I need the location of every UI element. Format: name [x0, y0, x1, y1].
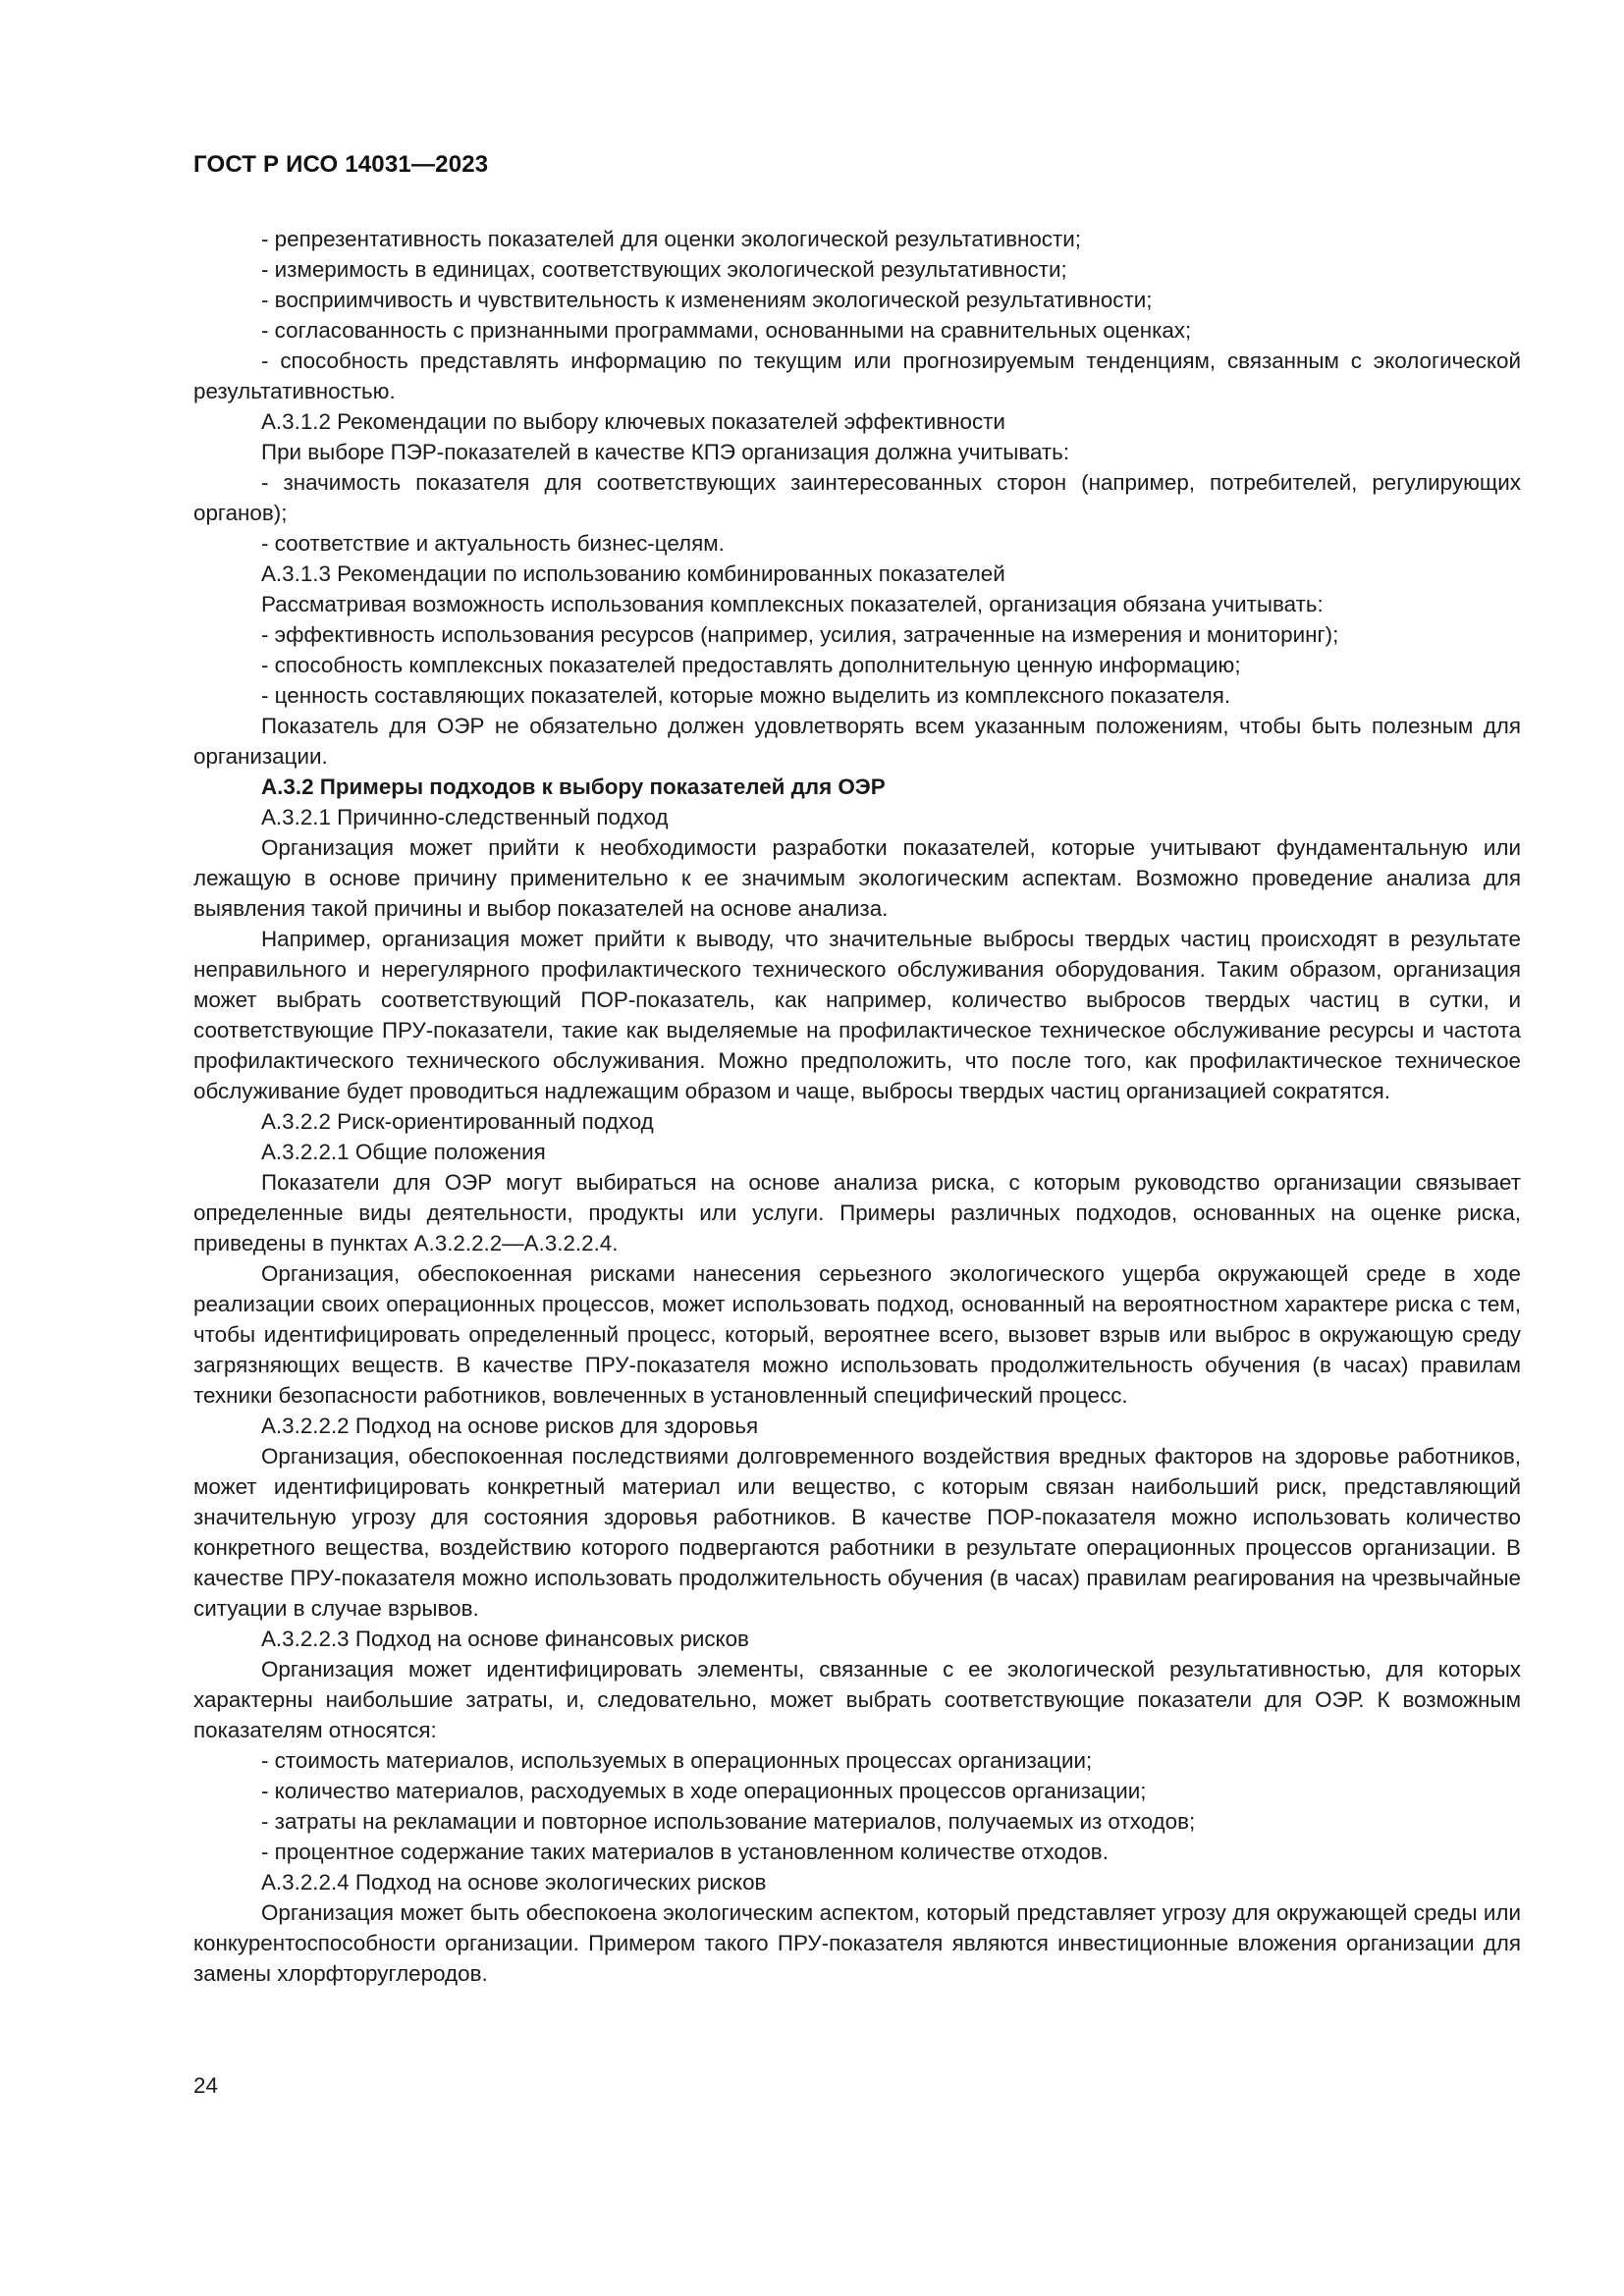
document-body	[193, 224, 1521, 1989]
list-item: - процентное содержание таких материалов в установленном количестве отходов.	[261, 1840, 1109, 1864]
paragraph: А.3.2.2.4 Подход на основе экологических рисков	[261, 1870, 767, 1895]
section-heading: А.3.2 Примеры подходов к выбору показателей для ОЭР	[261, 774, 886, 799]
list-item: - количество материалов, расходуемых в ходе операционных процессов организации;	[261, 1779, 1147, 1803]
paragraph: А.3.1.2 Рекомендации по выбору ключевых показателей эффективности	[261, 409, 1005, 434]
paragraph: А.3.2.2.2 Подход на основе рисков для здоровья	[261, 1414, 759, 1438]
paragraph: Организация может идентифицировать элементы, связанные с ее экологической результативностью, для которых характерны наибольшие затраты, и, следовательно, может выбрать соответствующие показатели для ОЭР. К возможным показателям относятся:	[193, 1657, 1521, 1742]
paragraph: А.3.2.2.3 Подход на основе финансовых рисков	[261, 1627, 749, 1651]
paragraph: А.3.2.1 Причинно-следственный подход	[261, 805, 669, 829]
list-item: - ценность составляющих показателей, которые можно выделить из комплексного показателя.	[261, 683, 1231, 708]
list-item: - значимость показателя для соответствующих заинтересованных сторон (например, потребителей, регулирующих органов);	[193, 470, 1521, 525]
list-item: - стоимость материалов, используемых в операционных процессах организации;	[261, 1748, 1093, 1773]
list-item: - эффективность использования ресурсов (например, усилия, затраченные на измерения и мониторинг);	[261, 622, 1339, 647]
paragraph: Показатель для ОЭР не обязательно должен удовлетворять всем указанным положениям, чтобы быть полезным для организации.	[193, 714, 1521, 769]
paragraph: Организация может прийти к необходимости разработки показателей, которые учитывают фундаментальную или лежащую в основе причину применительно к ее значимым экологическим аспектам. Возможно проведение анализа для выявления такой причины и выбор показателей на основе анализа.	[193, 835, 1521, 921]
paragraph: Рассматривая возможность использования комплексных показателей, организация обязана учитывать:	[261, 592, 1324, 616]
page-number: 24	[193, 2073, 218, 2098]
paragraph: Организация, обеспокоенная последствиями долговременного воздействия вредных факторов на здоровье работников, может идентифицировать конкретный материал или вещество, с которым связан наибольший риск, представляющий значительную угрозу для состояния здоровья работников. В качестве ПОР-показателя можно использовать количество конкретного вещества, воздействию которого подвергаются работники в результате операционных процессов организации. В качестве ПРУ-показателя можно использовать продолжительность обучения (в часах) правилам реагирования на чрезвычайные ситуации в случае взрывов.	[193, 1444, 1521, 1621]
document-header: ГОСТ Р ИСО 14031—2023	[193, 151, 489, 178]
list-item: - способность представлять информацию по текущим или прогнозируемым тенденциям, связанным с экологической результативностью.	[193, 348, 1521, 403]
list-item: - соответствие и актуальность бизнес-целям.	[261, 531, 725, 556]
paragraph: При выборе ПЭР-показателей в качестве КПЭ организация должна учитывать:	[261, 440, 1070, 464]
paragraph: Показатели для ОЭР могут выбираться на основе анализа риска, с которым руководство организации связывает определенные виды деятельности, продукты или услуги. Примеры различных подходов, основанных на оценке риска, приведены в пунктах А.3.2.2.2—А.3.2.2.4.	[193, 1170, 1521, 1255]
list-item: - измеримость в единицах, соответствующих экологической результативности;	[261, 257, 1067, 282]
paragraph: А.3.1.3 Рекомендации по использованию комбинированных показателей	[261, 561, 1005, 586]
paragraph: Организация, обеспокоенная рисками нанесения серьезного экологического ущерба окружающей среде в ходе реализации своих операционных процессов, может использовать подход, основанный на вероятностном характере риска с тем, чтобы идентифицировать определенный процесс, который, вероятнее всего, вызовет взрыв или выброс в окружающую среду загрязняющих веществ. В качестве ПРУ-показателя можно использовать продолжительность обучения (в часах) правилам техники безопасности работников, вовлеченных в установленный специфический процесс.	[193, 1261, 1521, 1408]
paragraph: Например, организация может прийти к выводу, что значительные выбросы твердых частиц происходят в результате неправильного и нерегулярного профилактического технического обслуживания оборудования. Таким образом, организация может выбрать соответствующий ПОР-показатель, как например, количество выбросов твердых частиц в сутки, и соответствующие ПРУ-показатели, такие как выделяемые на профилактическое техническое обслуживание ресурсы и частота профилактического технического обслуживания. Можно предположить, что после того, как профилактическое техническое обслуживание будет проводиться надлежащим образом и чаще, выбросы твердых частиц организацией сократятся.	[193, 927, 1521, 1103]
list-item: - восприимчивость и чувствительность к изменениям экологической результативности;	[261, 288, 1153, 312]
paragraph: А.3.2.2.1 Общие положения	[261, 1140, 546, 1164]
paragraph: Организация может быть обеспокоена экологическим аспектом, который представляет угрозу для окружающей среды или конкурентоспособности организации. Примером такого ПРУ-показателя являются инвестиционные вложения организации для замены хлорфторуглеродов.	[193, 1900, 1521, 1986]
list-item: - репрезентативность показателей для оценки экологической результативности;	[261, 227, 1081, 251]
paragraph: А.3.2.2 Риск-ориентированный подход	[261, 1109, 654, 1134]
list-item: - согласованность с признанными программами, основанными на сравнительных оценках;	[261, 318, 1192, 343]
list-item: - затраты на рекламации и повторное использование материалов, получаемых из отходов;	[261, 1809, 1196, 1834]
list-item: - способность комплексных показателей предоставлять дополнительную ценную информацию;	[261, 653, 1241, 677]
